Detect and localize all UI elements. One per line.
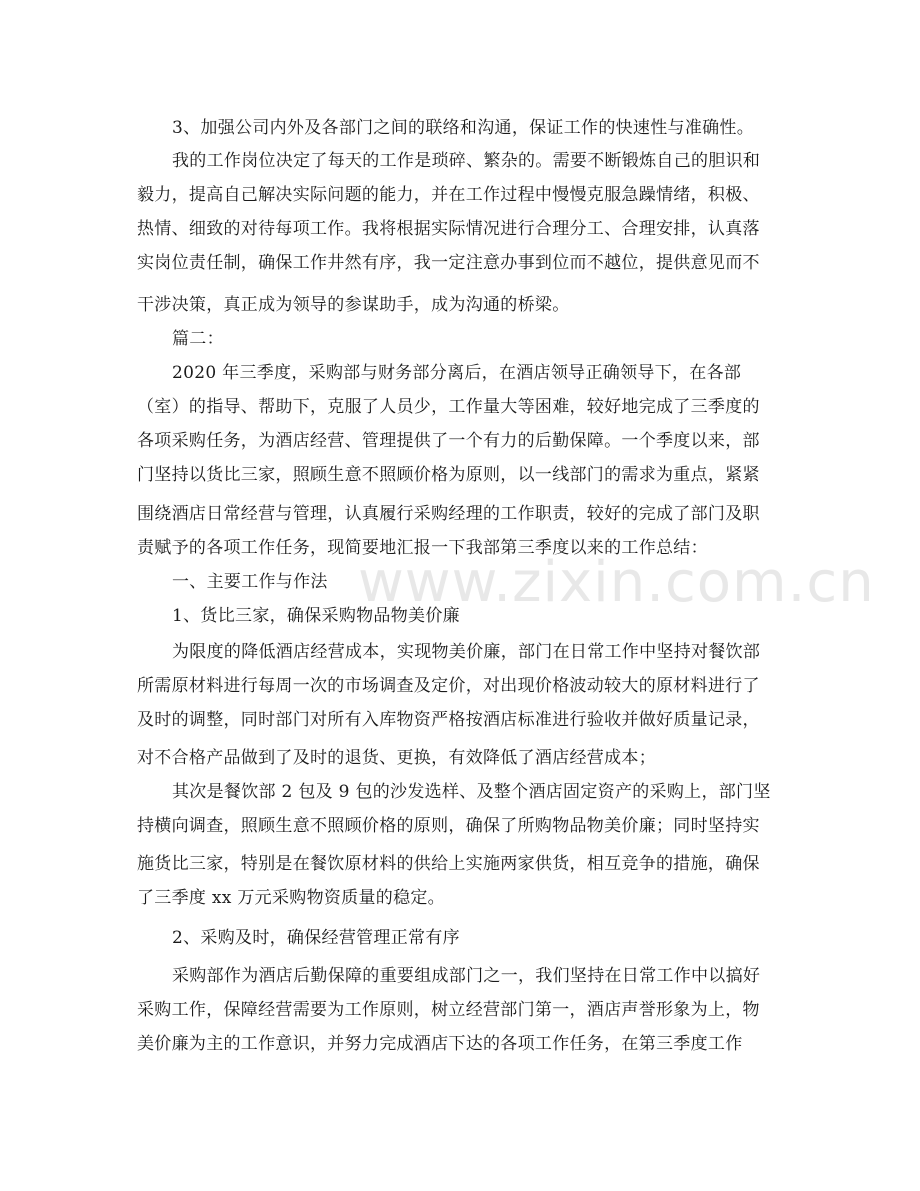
paragraph-line: 及时的调整，同时部门对所有入库物资严格按酒店标准进行验收并做好质量记录， xyxy=(137,710,760,730)
paragraph-line: 干涉决策，真正成为领导的参谋助手，成为沟通的桥梁。 xyxy=(137,295,570,315)
paragraph-line: 门坚持以货比三家，照顾生意不照顾价格为原则，以一线部门的需求为重点，紧紧 xyxy=(137,465,760,485)
section-heading: 篇二： xyxy=(172,329,224,349)
subsection-heading: 2、采购及时，确保经营管理正常有序 xyxy=(172,928,460,948)
paragraph-line: 对不合格产品做到了及时的退货、更换，有效降低了酒店经营成本； xyxy=(137,748,656,768)
paragraph-line: 施货比三家，特别是在餐饮原材料的供给上实施两家供货，相互竞争的措施，确保 xyxy=(137,854,760,874)
subsection-heading: 1、货比三家，确保采购物品物美价廉 xyxy=(172,606,460,626)
paragraph-line: 持横向调查，照顾生意不照顾价格的原则，确保了所购物品物美价廉；同时坚持实 xyxy=(137,816,760,836)
paragraph-line: 美价廉为主的工作意识，并努力完成酒店下达的各项工作任务，在第三季度工作 xyxy=(137,1034,743,1054)
paragraph-line: 3、加强公司内外及各部门之间的联络和沟通，保证工作的快速性与准确性。 xyxy=(172,118,755,138)
paragraph-line: 所需原材料进行每周一次的市场调查及定价，对出现价格波动较大的原材料进行了 xyxy=(137,676,760,696)
paragraph-line: 其次是餐饮部 2 包及 9 包的沙发选样、及整个酒店固定资产的采购上，部门坚 xyxy=(172,782,771,802)
paragraph-line: 采购部作为酒店后勤保障的重要组成部门之一，我们坚持在日常工作中以搞好 xyxy=(172,966,761,986)
paragraph-line: 了三季度 xx 万元采购物资质量的稳定。 xyxy=(137,888,445,908)
paragraph-line: （室）的指导、帮助下，克服了人员少，工作量大等困难，较好地完成了三季度的 xyxy=(137,397,760,417)
paragraph-line: 为限度的降低酒店经营成本，实现物美价廉，部门在日常工作中坚持对餐饮部 xyxy=(172,642,761,662)
paragraph-line: 2020 年三季度，采购部与财务部分离后，在酒店领导正确领导下，在各部 xyxy=(172,363,742,383)
paragraph-line: 围绕酒店日常经营与管理，认真履行采购经理的工作职责，较好的完成了部门及职 xyxy=(137,504,760,524)
section-heading: 一、主要工作与作法 xyxy=(172,572,328,592)
paragraph-line: 各项采购任务，为酒店经营、管理提供了一个有力的后勤保障。一个季度以来，部 xyxy=(137,431,760,451)
paragraph-line: 热情、细致的对待每项工作。我将根据实际情况进行合理分工、合理安排，认真落 xyxy=(137,219,760,239)
watermark: www.zixin.com.cn xyxy=(358,550,875,615)
paragraph-line: 责赋予的各项工作任务，现简要地汇报一下我部第三季度以来的工作总结： xyxy=(137,538,708,558)
paragraph-line: 毅力，提高自己解决实际问题的能力，并在工作过程中慢慢克服急躁情绪，积极、 xyxy=(137,185,760,205)
paragraph-line: 采购工作，保障经营需要为工作原则，树立经营部门第一，酒店声誉形象为上，物 xyxy=(137,1000,760,1020)
paragraph-line: 我的工作岗位决定了每天的工作是琐碎、繁杂的。需要不断锻炼自己的胆识和 xyxy=(172,151,761,171)
paragraph-line: 实岗位责任制，确保工作井然有序，我一定注意办事到位而不越位，提供意见而不 xyxy=(137,253,760,273)
